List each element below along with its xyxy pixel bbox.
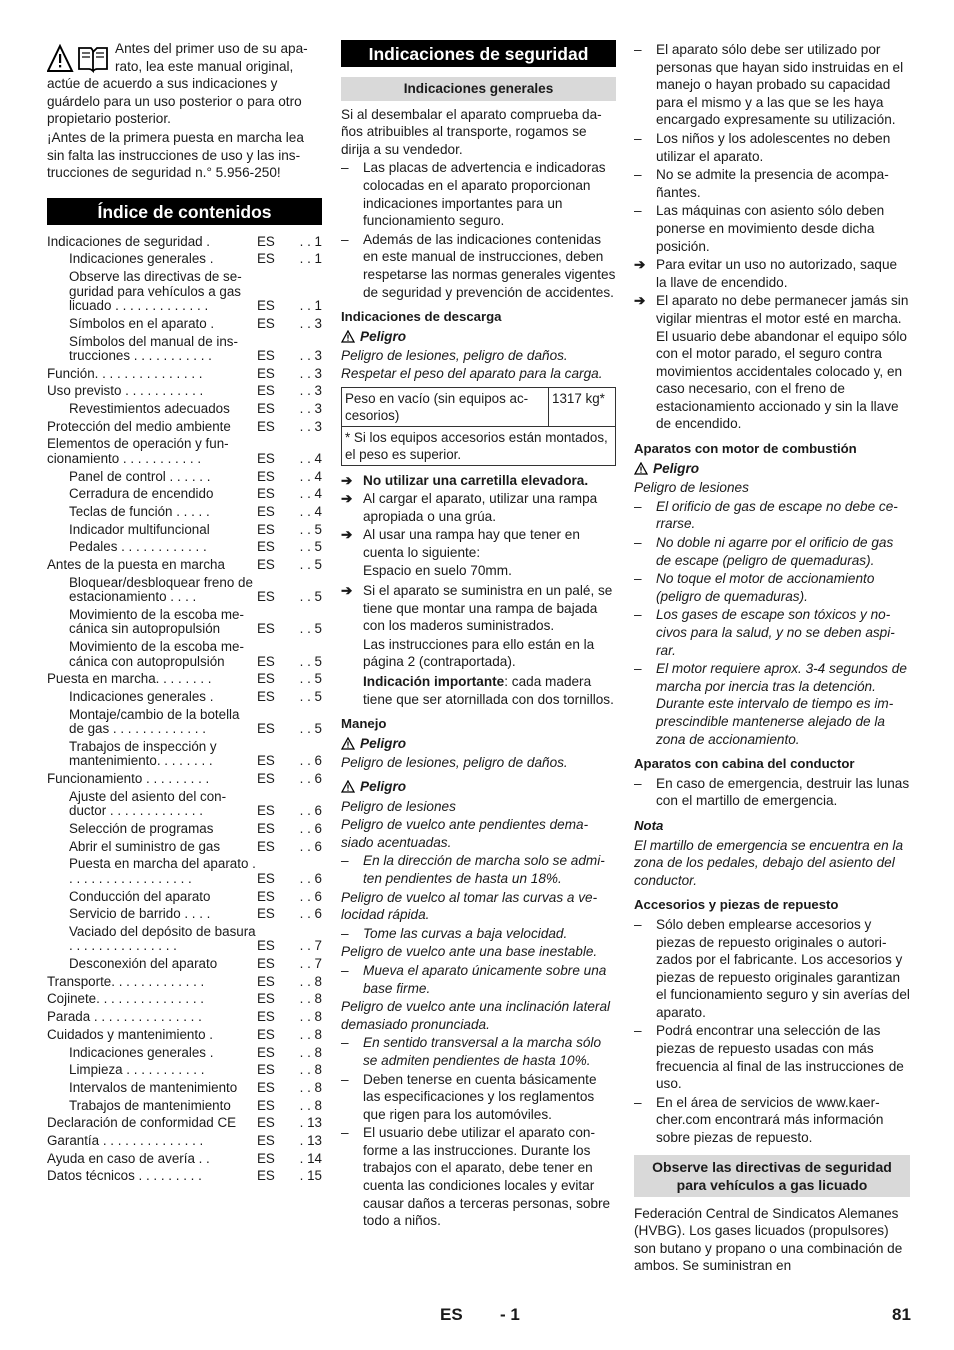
toc-entry-title: Limpieza . . . . . . . . . . . <box>69 1062 205 1078</box>
toc-entry-title: Puesta en marcha del aparato . . . . . . . . . . . . . . . . . . <box>69 856 256 886</box>
toc-entry-page: . . 5 <box>299 621 322 637</box>
table-of-contents <box>47 235 322 1184</box>
intro-paragraph-1: Antes del primer uso de su aparato, lea este manual original, actúe de acuerdo a sus indicaciones y guárdelo para un uso posterior o para otro propietario posterior. <box>47 41 308 127</box>
arrow-item: ➔ Si el aparato se suministra en un palé, se tiene que montar una rampa de bajada con los maderos suministrados. <box>341 583 613 634</box>
danger-label: Peligro <box>341 735 616 753</box>
list-item: – Las máquinas con asiento sólo deben ponerse en movimiento desde dicha posición. <box>634 203 885 254</box>
toc-entry[interactable] <box>47 740 322 769</box>
toc-entry[interactable] <box>47 857 322 886</box>
toc-entry[interactable] <box>47 975 322 990</box>
toc-entry-page: . . 3 <box>299 383 322 399</box>
combustion-title: Aparatos con motor de combustión <box>634 441 857 457</box>
toc-entry-title: Montaje/cambio de la botella de gas . . . . . . . . . . . . . <box>69 706 240 737</box>
toc-entry-language: ES <box>257 383 275 399</box>
toc-entry[interactable] <box>47 576 322 605</box>
list-item: – Deben tenerse en cuenta básicamente las especificaciones y los reglamentos que rigen para los automóviles. <box>341 1071 597 1122</box>
list-item: – El orificio de gas de escape no debe cerrarse. <box>634 498 898 532</box>
list-item: – No se admite la presencia de acompañantes. <box>634 167 889 200</box>
toc-entry-language: ES <box>257 1168 275 1184</box>
toc-entry-title: Trabajos de mantenimiento <box>69 1097 231 1113</box>
toc-entry-page: . . 5 <box>299 721 322 737</box>
toc-entry-page: . . 4 <box>299 468 322 484</box>
toc-entry-page: . 13 <box>299 1132 322 1148</box>
toc-entry[interactable] <box>47 957 322 972</box>
toc-entry-page: . . 5 <box>299 539 322 555</box>
toc-entry-title: Movimiento de la escoba mecánica sin autopropulsión <box>69 606 244 637</box>
toc-entry[interactable] <box>47 384 322 399</box>
toc-entry-title: Indicaciones generales . <box>69 1044 214 1060</box>
arrow-subtext: Las instrucciones para ello están en la página 2 (contraportada). <box>363 636 595 670</box>
toc-entry-language: ES <box>257 233 275 249</box>
toc-entry-title: Servicio de barrido . . . . <box>69 906 211 922</box>
toc-entry-language: ES <box>257 973 275 989</box>
list-item: – Mueva el aparato únicamente sobre una base firme. <box>341 962 607 996</box>
toc-entry-page: . . 4 <box>299 504 322 519</box>
toc-entry[interactable] <box>47 1063 322 1078</box>
arrow-item: ➔ El aparato no debe permanecer jamás sin vigilar mientras el motor esté en marcha. El usuario debe abandonar el equipo sólo con el motor parado, el seguro contra movimientos accidentales colocado y, en caso necesario, con el freno de estacionamiento accionado y sin la llave de encendido. <box>634 293 909 432</box>
toc-entry-title: Abrir el suministro de gas <box>69 838 221 854</box>
list-item: – Podrá encontrar una selección de las piezas de repuesto usadas con más frecuencia al final de las instrucciones de uso. <box>634 1023 904 1092</box>
toc-entry[interactable] <box>47 252 322 267</box>
arrow-item: ➔ Al usar una rampa hay que tener en cuenta lo siguiente: <box>341 527 580 560</box>
list-item: – Tome las curvas a baja velocidad. <box>341 925 568 941</box>
toc-entry-language: ES <box>257 721 275 737</box>
footer-language: ES <box>440 1305 463 1324</box>
list-item: – Las placas de advertencia e indicadoras colocadas en el aparato proporcionan indicaciones importantes para un funcionamiento seguro. <box>341 160 606 229</box>
toc-entry-page: . . 8 <box>299 973 322 989</box>
toc-entry-title: Teclas de función . . . . . <box>69 504 210 519</box>
toc-entry[interactable] <box>47 487 322 502</box>
toc-entry-page: . . 5 <box>299 589 322 605</box>
toc-entry[interactable] <box>47 523 322 538</box>
toc-entry[interactable] <box>47 1152 322 1167</box>
accessories-title: Accesorios y piezas de repuesto <box>634 897 839 913</box>
toc-entry-title: Bloquear/desbloquear freno de estacionamiento . . . . <box>69 574 253 605</box>
toc-entry-page: . . 8 <box>299 1009 322 1025</box>
toc-entry-language: ES <box>257 991 275 1007</box>
toc-entry[interactable] <box>47 558 322 573</box>
weight-label: Peso en vacío (sin equipos accesorios) <box>342 387 549 426</box>
toc-entry-title: Garantía . . . . . . . . . . . . . . <box>47 1132 204 1148</box>
list-item: – No doble ni agarre por el orificio de gas de escape (peligro de quemaduras). <box>634 535 894 568</box>
toc-entry-page: . . 5 <box>299 689 322 704</box>
toc-entry-title: Vaciado del depósito de basura . . . . . . . . . . . . . . . <box>69 923 256 954</box>
toc-entry-language: ES <box>257 1009 275 1025</box>
toc-entry-page: . 14 <box>299 1150 322 1166</box>
toc-entry-title: Cerradura de encendido <box>69 486 214 502</box>
toc-entry[interactable] <box>47 925 322 954</box>
toc-entry[interactable] <box>47 437 322 466</box>
toc-entry[interactable] <box>47 672 322 687</box>
toc-entry-language: ES <box>257 771 275 787</box>
column-3 <box>634 40 910 1276</box>
footer-page-number: 81 <box>892 1305 911 1324</box>
toc-entry-language: ES <box>257 671 275 687</box>
toc-entry-language: ES <box>257 589 275 605</box>
handling-warning: Peligro de vuelco ante una inclinación lateral demasiado pronunciada. <box>341 999 611 1032</box>
arrow-item: ➔ No utilizar una carretilla elevadora. <box>341 472 589 488</box>
toc-entry-page: . . 6 <box>299 803 322 819</box>
gas-directives-text: Federación Central de Sindicatos Alemanes (HVBG). Los gases licuados (propulsores) son butano y propano o una combinación de ambos. Se suministran en <box>634 1205 903 1274</box>
toc-entry-language: ES <box>257 557 275 573</box>
toc-entry-page: . . 3 <box>299 401 322 417</box>
toc-entry-page: . . 7 <box>299 956 322 972</box>
toc-entry-language: ES <box>257 1097 275 1113</box>
toc-entry[interactable] <box>47 235 322 250</box>
toc-entry-language: ES <box>257 1150 275 1166</box>
combustion-warning: Peligro de lesiones <box>634 480 749 496</box>
column-2 <box>341 40 616 1231</box>
toc-entry-page: . . 5 <box>299 521 322 537</box>
handling-warning: Peligro de lesiones <box>341 798 456 814</box>
important-note: Indicación importante: cada madera tiene que ser atornillada con dos tornillos. <box>363 674 614 707</box>
toc-entry-title: Protección del medio ambiente <box>47 418 231 434</box>
toc-entry-page: . . 5 <box>299 557 322 573</box>
toc-entry-title: Conducción del aparato <box>69 888 211 904</box>
toc-entry-page: . . 7 <box>299 938 322 954</box>
intro-paragraph-2: ¡Antes de la primera puesta en marcha lea sin falta las instrucciones de uso y las instrucciones de seguridad n.° 5.956-250! <box>47 129 304 181</box>
toc-entry-language: ES <box>257 1062 275 1078</box>
toc-entry-language: ES <box>257 938 275 954</box>
toc-entry-title: Panel de control . . . . . . <box>69 468 211 484</box>
toc-entry-title: Puesta en marcha. . . . . . . . <box>47 671 212 687</box>
toc-entry[interactable] <box>47 1010 322 1025</box>
toc-entry-language: ES <box>257 1115 275 1131</box>
toc-entry[interactable] <box>47 772 322 787</box>
list-item: – El motor requiere aprox. 3-4 segundos de marcha por inercia tras la detención. Durante este intervalo de tiempo es imprescindible mantenerse alejado de la zona de accionamiento. <box>634 661 907 747</box>
toc-entry-language: ES <box>257 539 275 555</box>
toc-entry-title: Cuidados y mantenimiento . <box>47 1026 213 1042</box>
toc-entry-title: Selección de programas <box>69 820 214 836</box>
toc-entry-language: ES <box>257 838 275 854</box>
toc-entry[interactable] <box>47 1099 322 1114</box>
warning-icon <box>341 737 355 750</box>
toc-entry-language: ES <box>257 504 275 519</box>
toc-entry[interactable] <box>47 840 322 855</box>
note-title: Nota <box>634 817 664 833</box>
toc-entry-page: . . 4 <box>299 486 322 502</box>
unload-title: Indicaciones de descarga <box>341 309 502 325</box>
handling-warning: Peligro de vuelco ante pendientes demasiado acentuadas. <box>341 817 589 850</box>
toc-entry-page: . . 6 <box>299 820 322 836</box>
cabin-title: Aparatos con cabina del conductor <box>634 756 855 772</box>
toc-entry-title: Cojinete. . . . . . . . . . . . . . . <box>47 991 205 1007</box>
toc-entry[interactable] <box>47 1081 322 1096</box>
toc-entry[interactable] <box>47 505 322 520</box>
weight-note: * Si los equipos accesorios están montados, el peso es superior. <box>342 426 616 465</box>
toc-entry-language: ES <box>257 956 275 972</box>
footer-local-page: - 1 <box>500 1305 520 1324</box>
toc-entry-page: . . 1 <box>299 233 322 249</box>
toc-entry-page: . . 8 <box>299 1097 322 1113</box>
toc-entry-language: ES <box>257 1132 275 1148</box>
toc-entry-language: ES <box>257 870 275 886</box>
toc-entry-page: . 13 <box>299 1115 322 1131</box>
toc-entry-title: Revestimientos adecuados <box>69 401 230 417</box>
arrow-item: ➔ Para evitar un uso no autorizado, saque la llave de encendido. <box>634 257 898 290</box>
toc-entry-page: . . 1 <box>299 251 322 267</box>
toc-entry-language: ES <box>257 418 275 434</box>
handling-title: Manejo <box>341 716 387 732</box>
toc-entry-page: . . 8 <box>299 991 322 1007</box>
toc-entry-title: Funcionamiento . . . . . . . . . <box>47 771 210 787</box>
list-item: – En el área de servicios de www.kaercher.com encontrará más información sobre piezas de repuesto. <box>634 1094 884 1146</box>
toc-entry-language: ES <box>257 803 275 819</box>
toc-entry[interactable] <box>47 367 322 382</box>
toc-entry-title: Uso previsto . . . . . . . . . . . <box>47 383 204 399</box>
toc-entry-language: ES <box>257 1026 275 1042</box>
list-item: – En la dirección de marcha solo se admiten pendientes de hasta un 18%. <box>341 853 605 886</box>
toc-entry-page: . 15 <box>299 1168 322 1184</box>
danger-label: Peligro <box>634 460 910 478</box>
toc-entry[interactable] <box>47 270 322 314</box>
toc-entry-title: Indicaciones de seguridad . <box>47 233 211 249</box>
toc-entry[interactable] <box>47 317 322 332</box>
list-item: – No toque el motor de accionamiento (peligro de quemaduras). <box>634 571 875 604</box>
toc-entry-language: ES <box>257 888 275 904</box>
toc-entry-title: Antes de la puesta en marcha <box>47 557 225 573</box>
toc-entry-title: Función. . . . . . . . . . . . . . . <box>47 365 203 381</box>
note-text: El martillo de emergencia se encuentra en la zona de los pedales, debajo del asiento del conductor. <box>634 837 904 888</box>
toc-entry-page: . . 8 <box>299 1044 322 1060</box>
toc-entry[interactable] <box>47 540 322 555</box>
toc-entry-language: ES <box>257 468 275 484</box>
toc-entry-page: . . 5 <box>299 653 322 669</box>
warning-manual-icon <box>47 44 109 74</box>
toc-entry-language: ES <box>257 820 275 836</box>
toc-entry-page: . . 1 <box>299 298 322 314</box>
toc-entry-language: ES <box>257 365 275 381</box>
toc-entry[interactable] <box>47 790 322 819</box>
toc-entry-language: ES <box>257 906 275 922</box>
toc-entry-language: ES <box>257 753 275 769</box>
toc-entry-page: . . 3 <box>299 365 322 381</box>
arrow-item: ➔ Al cargar el aparato, utilizar una rampa apropiada o una grúa. <box>341 491 598 524</box>
list-item: – Sólo deben emplearse accesorios y piezas de repuesto originales o autorizados por el fabricante. Los accesorios y piezas de repuesto originales garantizan el funcionamiento seguro y sin averías del aparato. <box>634 916 910 1020</box>
toc-entry-title: Ajuste del asiento del conductor . . . . . . . . . . . . . <box>69 788 227 819</box>
list-item: – El aparato sólo debe ser utilizado por personas que hayan sido instruidas en el manejo o hayan probado su capacidad para el mismo y a las que se les haya encargado expresamente su utilización. <box>634 42 904 128</box>
toc-entry-language: ES <box>257 251 275 267</box>
toc-entry[interactable] <box>47 822 322 837</box>
list-item: – Los niños y los adolescentes no deben utilizar el aparato. <box>634 130 891 164</box>
toc-entry[interactable] <box>47 1046 322 1061</box>
toc-entry-language: ES <box>257 621 275 637</box>
toc-entry-language: ES <box>257 450 275 466</box>
list-item: – En sentido transversal a la marcha sólo se admiten pendientes de hasta 10%. <box>341 1035 602 1068</box>
toc-entry[interactable] <box>47 1116 322 1131</box>
toc-entry-title: Ayuda en caso de avería . . <box>47 1150 210 1166</box>
toc-entry-title: Elementos de operación y funcionamiento . . . . . . . . . . . <box>47 436 229 466</box>
list-item: – Además de las indicaciones contenidas en este manual de instrucciones, deben respetarse las normas generales vigentes de seguridad y prevención de accidentes. <box>341 231 616 300</box>
toc-entry[interactable] <box>47 708 322 737</box>
toc-entry-title: Datos técnicos . . . . . . . . . <box>47 1168 202 1184</box>
toc-entry[interactable] <box>47 890 322 905</box>
toc-entry[interactable] <box>47 608 322 637</box>
toc-entry-page: . . 3 <box>299 315 322 331</box>
toc-entry[interactable] <box>47 402 322 417</box>
handling-warning: Peligro de vuelco al tomar las curvas a velocidad rápida. <box>341 889 598 923</box>
toc-entry-page: . . 3 <box>299 418 322 434</box>
toc-entry-language: ES <box>257 653 275 669</box>
toc-entry-title: Pedales . . . . . . . . . . . . <box>69 539 207 555</box>
toc-entry-title: Trabajos de inspección y mantenimiento. . . . . . . . <box>69 738 217 769</box>
gas-directives-title: Observe las directivas de seguridad para vehículos a gas licuado <box>634 1155 910 1197</box>
toc-entry[interactable] <box>47 992 322 1007</box>
toc-entry-language: ES <box>257 298 275 314</box>
toc-entry-page: . . 6 <box>299 753 322 769</box>
toc-entry-language: ES <box>257 1044 275 1060</box>
toc-entry[interactable] <box>47 420 322 435</box>
toc-entry-page: . . 8 <box>299 1062 322 1078</box>
safety-title: Indicaciones de seguridad <box>341 40 616 67</box>
toc-entry-language: ES <box>257 348 275 363</box>
toc-entry-language: ES <box>257 315 275 331</box>
toc-entry-page: . . 8 <box>299 1026 322 1042</box>
weight-value: 1317 kg* <box>549 387 616 426</box>
toc-entry-title: Transporte. . . . . . . . . . . . . <box>47 973 205 989</box>
danger-label: Peligro <box>341 328 616 346</box>
arrow-subtext: Espacio en suelo 70mm. <box>363 563 512 579</box>
danger-label: Peligro <box>341 778 616 796</box>
intro <box>47 40 322 182</box>
toc-entry-title: Observe las directivas de seguridad para vehículos a gas licuado . . . . . . . . . . . . . <box>69 269 242 314</box>
toc-entry-page: . . 6 <box>299 771 322 787</box>
toc-entry[interactable] <box>47 335 322 364</box>
warning-icon <box>341 780 355 793</box>
toc-entry-title: Parada . . . . . . . . . . . . . . . <box>47 1009 202 1025</box>
toc-entry-language: ES <box>257 486 275 502</box>
toc-entry-language: ES <box>257 401 275 417</box>
toc-entry-page: . . 8 <box>299 1079 322 1095</box>
toc-entry-title: Desconexión del aparato <box>69 956 218 972</box>
toc-entry-title: Declaración de conformidad CE <box>47 1115 237 1131</box>
toc-entry-title: Símbolos del manual de instrucciones . . . . . . . . . . . <box>69 333 238 363</box>
toc-title: Índice de contenidos <box>47 198 322 225</box>
weight-table <box>341 387 616 466</box>
toc-entry-page: . . 5 <box>299 671 322 687</box>
general-paragraph: Si al desembalar el aparato comprueba daños atribuibles al transporte, rogamos se dirija a su vendedor. <box>341 106 602 157</box>
toc-entry-page: . . 4 <box>299 450 322 466</box>
toc-entry-title: Movimiento de la escoba mecánica con autopropulsión <box>69 639 244 669</box>
list-item: – Los gases de escape son tóxicos y nocivos para la salud, y no se deben aspirar. <box>634 607 895 658</box>
column-1 <box>47 40 322 1187</box>
handling-warning: Peligro de lesiones, peligro de daños. <box>341 755 568 771</box>
general-title: Indicaciones generales <box>341 77 616 101</box>
toc-entry[interactable] <box>47 640 322 669</box>
toc-entry-title: Indicaciones generales . <box>69 689 214 704</box>
list-item: – El usuario debe utilizar el aparato conforme a las instrucciones. Durante los trabajos con el aparato, debe tener en cuenta las condiciones locales y evitar causar daños a terceras personas, sobre todo a niños. <box>341 1125 611 1229</box>
toc-entry-page: . . 6 <box>299 870 322 886</box>
list-item: – En caso de emergencia, destruir las lunas con el martillo de emergencia. <box>634 775 910 809</box>
toc-entry[interactable] <box>47 470 322 485</box>
toc-entry-language: ES <box>257 521 275 537</box>
handling-warning: Peligro de vuelco ante una base inestable. <box>341 944 598 960</box>
toc-entry[interactable] <box>47 1134 322 1149</box>
toc-entry-title: Indicador multifuncional <box>69 521 210 537</box>
unload-warning: Peligro de lesiones, peligro de daños. Respetar el peso del aparato para la carga. <box>341 348 603 381</box>
toc-entry-title: Símbolos en el aparato . <box>69 315 215 331</box>
toc-entry-page: . . 3 <box>299 348 322 363</box>
toc-entry[interactable] <box>47 1169 322 1184</box>
toc-entry-language: ES <box>257 689 275 704</box>
toc-entry[interactable] <box>47 1028 322 1043</box>
toc-entry[interactable] <box>47 690 322 705</box>
toc-entry-page: . . 6 <box>299 838 322 854</box>
warning-icon <box>341 330 355 343</box>
toc-entry-page: . . 6 <box>299 888 322 904</box>
warning-icon <box>634 462 648 475</box>
toc-entry-language: ES <box>257 1079 275 1095</box>
toc-entry-title: Indicaciones generales . <box>69 251 214 267</box>
toc-entry-title: Intervalos de mantenimiento <box>69 1079 238 1095</box>
toc-entry-page: . . 6 <box>299 906 322 922</box>
toc-entry[interactable] <box>47 907 322 922</box>
